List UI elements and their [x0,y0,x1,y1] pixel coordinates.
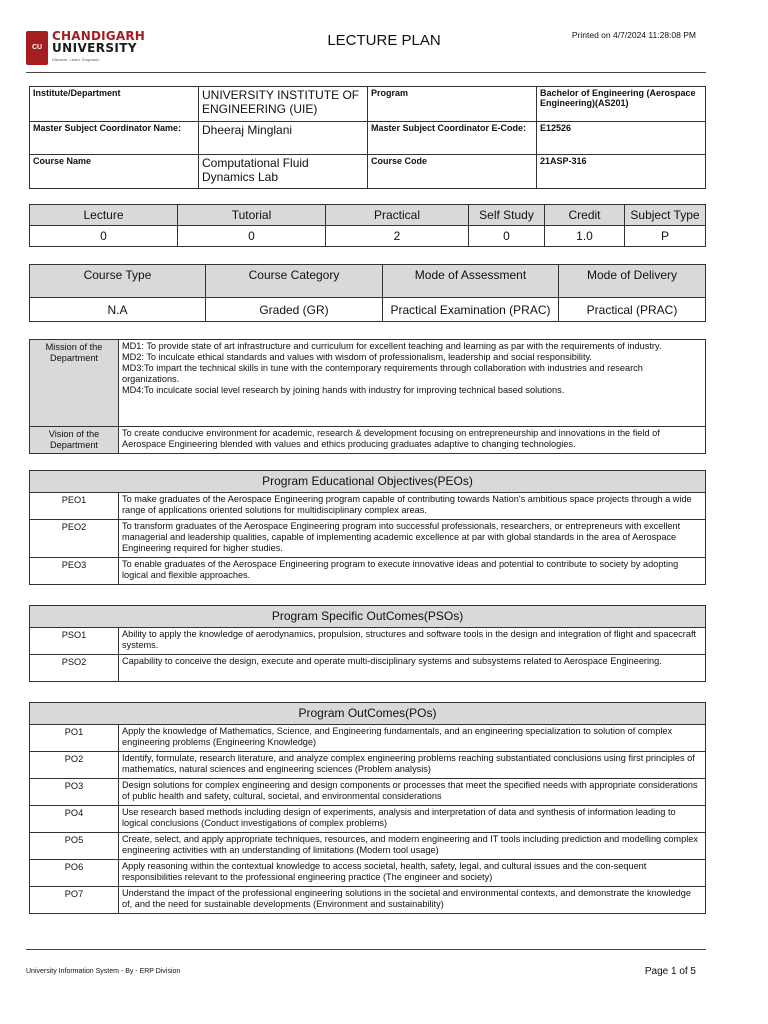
header-divider [26,72,706,73]
pso-text: Capability to conceive the design, execute and operate multi-disciplinary systems and subsystems related to Aerospace Engineering. [119,655,706,682]
course-code-value: 21ASP-316 [537,155,706,189]
credits-header-cell: Self Study [469,205,545,226]
credits-value-cell: 1.0 [545,226,625,247]
course-type-table [29,264,706,322]
course-type-value-row [30,298,706,322]
credits-header-cell: Subject Type [625,205,706,226]
logo-line-2: UNIVERSITY [52,41,137,55]
credits-header-cell: Lecture [30,205,178,226]
course-type-header-cell: Mode of Assessment [383,265,559,298]
po-text: Identify, formulate, research literature, and analyze complex engineering problems reaching substantiated conclusions using first principles of mathematics, natural sciences and engineering sciences (Problem analysis) [119,752,706,779]
course-type-value-cell: N.A [30,298,206,322]
course-type-header-cell: Course Category [206,265,383,298]
peo-text: To enable graduates of the Aerospace Engineering program to execute innovative ideas and potential to contribute to society by adopting logical and flexible approaches. [119,558,706,585]
mission-line: MD1: To provide state of art infrastructure and curriculum for excellent teaching and learning as par with the requirements of industry. [122,341,662,351]
peo-text: To make graduates of the Aerospace Engineering program capable of contributing towards Nation's ambitious space projects through a wide range of applications oriented solutions for multidisciplinary complex areas. [119,493,706,520]
logo-line-1: CHANDIGARH [52,29,146,43]
po-key: PO4 [30,806,119,833]
credits-value-cell: 0 [30,226,178,247]
po-key: PO6 [30,860,119,887]
credits-table [29,204,706,247]
mission-line: MD2: To inculcate ethical standards and values with wisdom of professionalism, leadership and social responsibility. [122,352,592,362]
peos-title: Program Educational Objectives(PEOs) [30,471,706,493]
course-type-value-cell: Graded (GR) [206,298,383,322]
institute-value: UNIVERSITY INSTITUTE OF ENGINEERING (UIE) [199,87,368,122]
credits-header-cell: Practical [326,205,469,226]
page-title: LECTURE PLAN [327,32,441,49]
po-key: PO5 [30,833,119,860]
page-number: Page 1 of 5 [644,966,696,977]
mission-line: MD3:To impart the technical skills in tune with the contemporary requirements through collaboration with industries and research organizations. [122,363,643,384]
course-info-table [29,86,706,189]
credits-value-cell: 0 [469,226,545,247]
credits-value-cell: 0 [178,226,326,247]
po-key: PO1 [30,725,119,752]
po-key: PO3 [30,779,119,806]
table-row [30,860,706,887]
course-type-header-row [30,265,706,298]
po-text: Understand the impact of the professional engineering solutions in the societal and environmental contexts, and demonstrate the knowledge of, and the need for sustainable developments (Environment and sustainability) [119,887,706,914]
peo-key: PEO3 [30,558,119,585]
program-label: Program [368,87,537,122]
table-row [30,558,706,585]
credits-value-cell: P [625,226,706,247]
course-name-label: Course Name [30,155,199,189]
table-row [30,493,706,520]
table-row [30,833,706,860]
pos-table [29,702,706,914]
coordinator-value: Dheeraj Minglani [199,122,368,155]
po-text: Design solutions for complex engineering and design components or processes that meet the specified needs with appropriate considerations of public health and safety, cultural, societal, and environmental considerations [119,779,706,806]
peo-text: To transform graduates of the Aerospace Engineering program into successful professionals, researchers, or entrepreneurs with excellent managerial and leadership qualities, capable of implementing academic excellence at par with global standards in the area of Aerospace Engineering required for higher studies. [119,520,706,558]
course-name-value: Computational Fluid Dynamics Lab [199,155,368,189]
institute-label: Institute/Department [30,87,199,122]
peos-table [29,470,706,585]
info-row [30,87,706,122]
credits-header-row [30,205,706,226]
psos-table [29,605,706,682]
psos-title: Program Specific OutComes(PSOs) [30,606,706,628]
footer-system-name: University Information System - By - ERP Division [26,968,181,975]
po-text: Apply the knowledge of Mathematics, Science, and Engineering fundamentals, and an engineering specialization to solution of complex engineering problems (Engineering Knowledge) [119,725,706,752]
credits-value-cell: 2 [326,226,469,247]
mission-text [119,340,706,427]
table-row [30,655,706,682]
course-type-value-cell: Practical Examination (PRAC) [383,298,559,322]
table-row [30,520,706,558]
table-row [30,887,706,914]
table-row [30,725,706,752]
vision-row [30,427,706,454]
logo-tagline: Discover. Learn. Empower. [52,57,100,62]
pso-key: PSO1 [30,628,119,655]
pso-text: Ability to apply the knowledge of aerodynamics, propulsion, structures and software tools in the design and integration of flight and spacecraft systems. [119,628,706,655]
po-text: Use research based methods including design of experiments, analysis and interpretation of data and synthesis of information leading to logical conclusions (Conduct investigations of complex problems) [119,806,706,833]
po-text: Create, select, and apply appropriate techniques, resources, and modern engineering and IT tools including prediction and modelling complex engineering activities with an understanding of limitations (Modern tool usage) [119,833,706,860]
po-text: Apply reasoning within the contextual knowledge to access societal, health, safety, legal, and cultural issues and the con-sequent responsibilities relevant to the professional engineering practice (The engineer and society) [119,860,706,887]
info-row [30,122,706,155]
info-row [30,155,706,189]
credits-header-cell: Tutorial [178,205,326,226]
course-code-label: Course Code [368,155,537,189]
credits-value-row [30,226,706,247]
vision-label: Vision of the Department [30,427,119,454]
logo-seal-text: CU [31,44,43,51]
pso-key: PSO2 [30,655,119,682]
peo-key: PEO2 [30,520,119,558]
vision-text: To create conducive environment for academic, research & development focusing on entrepreneurship and innovations in the field of Aerospace Engineering blended with values and ethics producing graduates adaptive to changing technologies. [119,427,706,454]
mission-label: Mission of the Department [30,340,119,427]
po-key: PO7 [30,887,119,914]
printed-timestamp: Printed on 4/7/2024 11:28:08 PM [571,30,696,40]
pos-title: Program OutComes(POs) [30,703,706,725]
table-row [30,752,706,779]
course-type-header-cell: Mode of Delivery [559,265,706,298]
mission-vision-table [29,339,706,454]
mission-line: MD4:To inculcate social level research by joining hands with industry for improving technical based solutions. [122,385,565,395]
credits-header-cell: Credit [545,205,625,226]
course-type-value-cell: Practical (PRAC) [559,298,706,322]
ecode-value: E12526 [537,122,706,155]
coordinator-label: Master Subject Coordinator Name: [30,122,199,155]
mission-row [30,340,706,427]
ecode-label: Master Subject Coordinator E-Code: [368,122,537,155]
po-key: PO2 [30,752,119,779]
table-row [30,806,706,833]
table-row [30,779,706,806]
course-type-header-cell: Course Type [30,265,206,298]
program-value: Bachelor of Engineering (Aerospace Engineering)(AS201) [537,87,706,122]
footer-divider [26,949,706,950]
peo-key: PEO1 [30,493,119,520]
table-row [30,628,706,655]
